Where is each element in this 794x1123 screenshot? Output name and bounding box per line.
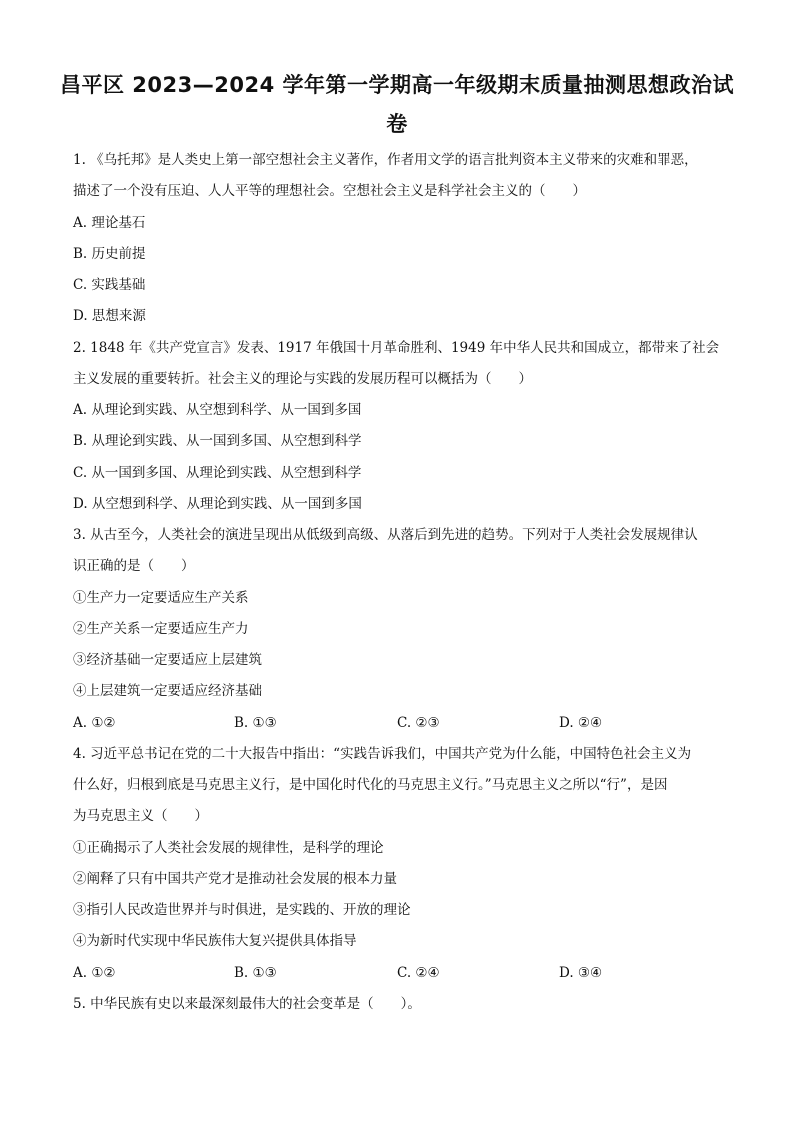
- question-1-text-line-2: 描述了一个没有压迫、人人平等的理想社会。空想社会主义是科学社会主义的（ ）: [73, 183, 586, 199]
- question-3-text-line-1: 3. 从古至今，人类社会的演进呈现出从低级到高级、从落后到先进的趋势。下列对于人类社会发展规律认: [73, 527, 698, 543]
- question-3-option-d: D. ②④: [559, 715, 603, 731]
- question-4-option-d: D. ③④: [559, 965, 603, 981]
- question-4-statement-4: ④为新时代实现中华民族伟大复兴提供具体指导: [73, 933, 357, 949]
- question-4-text-line-3: 为马克思主义（ ）: [73, 808, 208, 824]
- exam-title-line-2: 卷: [386, 112, 408, 136]
- question-4-option-c: C. ②④: [397, 965, 440, 981]
- question-1-option-c: C. 实践基础: [73, 277, 146, 293]
- question-3-text-line-2: 识正确的是（ ）: [73, 558, 195, 574]
- question-2-option-d: D. 从空想到科学、从理论到实践、从一国到多国: [73, 496, 362, 512]
- question-4-statement-3: ③指引人民改造世界并与时俱进，是实践的、开放的理论: [73, 902, 411, 918]
- question-3-statement-4: ④上层建筑一定要适应经济基础: [73, 683, 262, 699]
- question-3-statement-3: ③经济基础一定要适应上层建筑: [73, 652, 262, 668]
- question-1-option-d: D. 思想来源: [73, 308, 146, 324]
- question-4-text-line-1: 4. 习近平总书记在党的二十大报告中指出：“实践告诉我们，中国共产党为什么能，中国特色社会主义为: [73, 746, 692, 762]
- question-1-text-line-1: 1. 《乌托邦》是人类史上第一部空想社会主义著作，作者用文学的语言批判资本主义带来的灾难和罪恶，: [73, 152, 698, 168]
- question-4-option-b: B. ①③: [234, 965, 277, 981]
- question-2-option-b: B. 从理论到实践、从一国到多国、从空想到科学: [73, 433, 362, 449]
- question-3-option-c: C. ②③: [397, 715, 440, 731]
- question-2-option-a: A. 从理论到实践、从空想到科学、从一国到多国: [73, 402, 362, 418]
- question-3-statement-1: ①生产力一定要适应生产关系: [73, 590, 249, 606]
- question-1-option-b: B. 历史前提: [73, 246, 146, 262]
- question-1-option-a: A. 理论基石: [73, 215, 146, 231]
- question-4-option-a: A. ①②: [73, 965, 116, 981]
- question-4-statement-2: ②阐释了只有中国共产党才是推动社会发展的根本力量: [73, 871, 397, 887]
- question-3-statement-2: ②生产关系一定要适应生产力: [73, 621, 249, 637]
- question-3-option-a: A. ①②: [73, 715, 116, 731]
- question-4-statement-1: ①正确揭示了人类社会发展的规律性，是科学的理论: [73, 840, 384, 856]
- question-2-text-line-1: 2. 1848 年《共产党宣言》发表、1917 年俄国十月革命胜利、1949 年中华人民共和国成立，都带来了社会: [73, 340, 720, 356]
- question-5-text-line-1: 5. 中华民族有史以来最深刻最伟大的社会变革是（ ）。: [73, 996, 421, 1012]
- question-2-option-c: C. 从一国到多国、从理论到实践、从空想到科学: [73, 465, 362, 481]
- question-3-option-b: B. ①③: [234, 715, 277, 731]
- exam-title-line-1: 昌平区 2023—2024 学年第一学期高一年级期末质量抽测思想政治试: [59, 73, 734, 97]
- question-2-text-line-2: 主义发展的重要转折。社会主义的理论与实践的发展历程可以概括为（ ）: [73, 371, 532, 387]
- question-4-text-line-2: 什么好，归根到底是马克思主义行，是中国化时代化的马克思主义行。”马克思主义之所以“行”，是因: [73, 777, 668, 793]
